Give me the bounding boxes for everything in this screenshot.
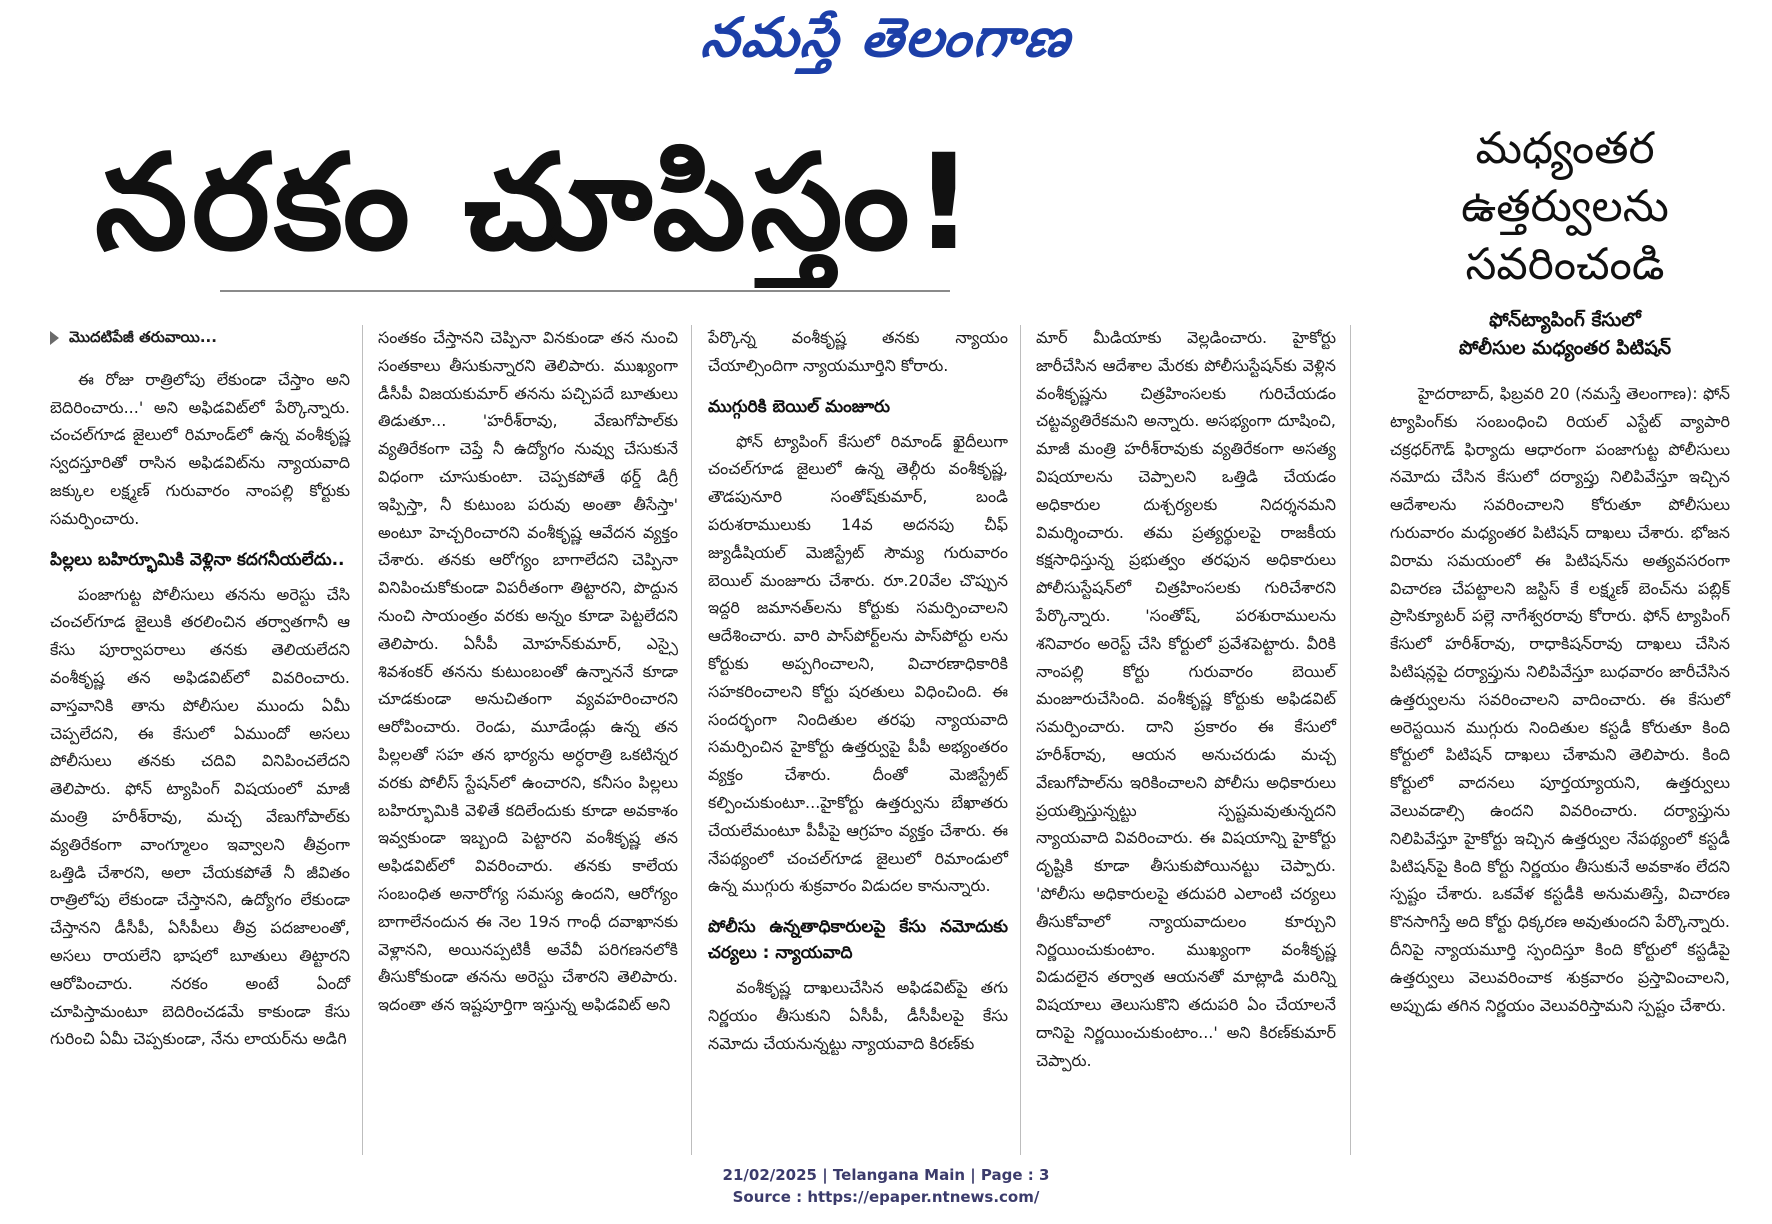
column-divider [691, 325, 692, 1155]
paragraph: హైదరాబాద్, ఫిబ్రవరి 20 (నమస్తే తెలంగాణ): ఫోన్ ట్యాపింగ్‌కు సంబంధించి రియల్ ఎస్టేట్ వ్యాపారి చక్రధర్‌గౌడ్ ఫిర్యాదు ఆధారంగా పంజాగుట్ట పోలీసులు నమోదు చేసిన కేసులో దర్యాప్తు నిలిపివేస్తూ ఇచ్చిన ఆదేశాలను సవరించాలని కోరుతూ పోలీసులు గురువారం మధ్యంతర పిటిషన్ దాఖలు చేశారు. భోజన విరామ సమయంలో ఈ పిటిషన్‌ను అత్యవసరంగా విచారణ చేపట్టాలని జస్టిస్ కే లక్ష్మణ్ బెంచ్‌ను పబ్లిక్ ప్రాసిక్యూటర్ పల్లె నాగేశ్వరరావు కోరారు. ఫోన్ ట్యాపింగ్ కేసులో హరీశ్‌రావు, రాధాకిషన్‌రావు దాఖలు చేసిన పిటిషన్లపై దర్యాప్తును నిలిపివేస్తూ బుధవారం జారీచేసిన ఉత్తర్వులను సవరించాలని వాదించారు. ఈ కేసులో అరెస్టయిన ముగ్గురు నిందితుల కస్టడీ కోరుతూ కింది కోర్టులో పిటిషన్ దాఖలు చేశామని తెలిపారు. కింది కోర్టులో వాదనలు పూర్తయ్యాయని, ఉత్తర్వులు వెలువడాల్సి ఉందని వివరించారు. దర్యాప్తును నిలిపివేస్తూ హైకోర్టు ఇచ్చిన ఉత్తర్వుల నేపథ్యంలో కస్టడీ పిటిషన్‌పై కింది కోర్టు నిర్ణయం తీసుకునే అవకాశం లేదని స్పష్టం చేశారు. ఒకవేళ కస్టడీకి అనుమతిస్తే, విచారణ కొనసాగిస్తే అది కోర్టు ధిక్కరణ అవుతుందని పేర్కొన్నారు. దీనిపై న్యాయమూర్తి స్పందిస్తూ కింది కోర్టులో కస్టడీపై ఉత్తర్వులు వెలువరించాక శుక్రవారం ప్రస్తావించాలని, అప్పుడు తగిన నిర్ణయం వెలువరిస్తామని స్పష్టం చేశారు. [1390, 384, 1730, 1015]
paragraph: సంతకం చేస్తానని చెప్పినా వినకుండా తన నుంచి సంతకాలు తీసుకున్నారని తెలిపారు. ముఖ్యంగా డీసీపీ విజయకుమార్ తనను పచ్చిపదే బూతులు తిడుతూ... 'హరీశ్‌రావు, వేణుగోపాల్‌కు వ్యతిరేకంగా చెప్తే నీ ఉద్యోగం నువ్వు చేసుకునే విధంగా చూసుకుంటా. చెప్పకపోతే థర్డ్ డిగ్రీ ఇప్పిస్తా, నీ కుటుంబ పరువు అంతా తీసేస్తా' అంటూ హెచ్చరించారని వంశీకృష్ణ ఆవేదన వ్యక్తం చేశారు. తనకు ఆరోగ్యం బాగాలేదని చెప్పినా వినిపించుకోకుండా విపరీతంగా తిట్టారని, పొద్దున నుంచి సాయంత్రం వరకు అన్నం కూడా పెట్టలేదని తెలిపారు. ఏసీపీ మోహన్‌కుమార్, ఎస్సై శివశంకర్ తనను కుటుంబంతో ఉన్నాననే కూడా చూడకుండా అనుచితంగా వ్యవహరించారని ఆరోపించారు. రెండు, మూడేండ్లు ఉన్న తన పిల్లలతో సహ తన భార్యను అర్ధరాత్రి ఒకటిన్నర వరకు పోలీస్ స్టేషన్‌లో ఉంచారని, కనీసం పిల్లలు బహిర్భూమికి వెళితే కదిలేందుకు కూడా అవకాశం ఇవ్వకుండా ఇబ్బంది పెట్టారని వంశీకృష్ణ తన అఫిడవిట్‌లో వివరించారు. తనకు కాలేయ సంబంధిత అనారోగ్య సమస్య ఉందని, ఆరోగ్యం బాగాలేనందున ఈ నెల 19న గాంధీ దవాఖానకు వెళ్లానని, అయినప్పటికీ అవేవీ పరిగణనలోకి తీసుకోకుండా తనను అరెస్టు చేశారని తెలిపారు. ఇదంతా తన ఇష్టపూర్తిగా ఇస్తున్న అఫిడవిట్ అని [378, 328, 678, 1015]
article-column-3 [708, 324, 1008, 1058]
newspaper-logo: నమస్తే తెలంగాణ [698, 6, 1075, 69]
column-divider [362, 325, 363, 1155]
paragraph: వంశీకృష్ణ దాఖలుచేసిన అఫిడవిట్‌పై తగు నిర్ణయం తీసుకుని ఏసీపీ, డీసీపీలపై కేసు నమోదు చేయనున్నట్టు న్యాయవాది కిరణ్‌కు [708, 978, 1008, 1053]
paragraph: ఈ రోజు రాత్రిలోపు లేకుండా చేస్తాం అని బెదిరించారు...' అని అఫిడవిట్‌లో పేర్కొన్నారు. చంచల్‌గూడ జైలులో రిమాండ్‌లో ఉన్న వంశీకృష్ణ స్వదస్తూరితో రాసిన అఫిడవిట్‌ను న్యాయవాది జక్కుల లక్ష్మణ్ గురువారం నాంపల్లి కోర్టుకు సమర్పించారు. [50, 369, 350, 528]
page-info: 21/02/2025 | Telangana Main | Page : 3 [722, 1166, 1050, 1184]
side-headline-line: సవరించండి [1465, 239, 1665, 290]
source-url: Source : https://epaper.ntnews.com/ [732, 1188, 1040, 1206]
arrow-right-icon [50, 331, 59, 345]
side-story-headline [1400, 120, 1730, 294]
paragraph: మార్ మీడియాకు వెల్లడించారు. హైకోర్టు జారీచేసిన ఆదేశాల మేరకు పోలీసుస్టేషన్‌కు వెళ్లిన వంశీకృష్ణను చిత్రహింసలకు గురిచేయడం చట్టవ్యతిరేకమని అన్నారు. అసభ్యంగా దూషించి, మాజీ మంత్రి హరీశ్‌రావుకు వ్యతిరేకంగా అసత్య విషయాలను చెప్పాలని ఒత్తిడి చేయడం అధికారుల దుశ్చర్యలకు నిదర్శనమని విమర్శించారు. తమ ప్రత్యర్థులపై రాజకీయ కక్షసాధిస్తున్న ప్రభుత్వం తరఫున అధికారులు పోలీసుస్టేషన్‌లో చిత్రహింసలకు గురిచేశారని పేర్కొన్నారు. 'సంతోష్, పరశురాములను శనివారం అరెస్ట్ చేసి కోర్టులో ప్రవేశపెట్టారు. వీరికి నాంపల్లి కోర్టు గురువారం బెయిల్ మంజూరుచేసింది. వంశీకృష్ణ కోర్టుకు అఫిడవిట్ సమర్పించారు. దాని ప్రకారం ఈ కేసులో హరీశ్‌రావు, ఆయన అనుచరుడు మచ్చ వేణుగోపాల్‌ను ఇరికించాలని పోలీసు అధికారులు ప్రయత్నిస్తున్నట్టు స్పష్టమవుతున్నదని న్యాయవాది వివరించారు. ఈ విషయాన్ని హైకోర్టు దృష్టికి కూడా తీసుకుపోయినట్టు చెప్పారు. 'పోలీసు అధికారులపై తదుపరి ఎలాంటి చర్యలు తీసుకోవాలో న్యాయవాదులం కూర్చుని నిర్ణయించుకుంటాం. ముఖ్యంగా వంశీకృష్ణ విడుదలైన తర్వాత ఆయనతో మాట్లాడి మరిన్ని విషయాలు తెలుసుకొని తదుపరి ఏం చేయాలనే దానిపై నిర్ణయించుకుంటాం...' అని కిరణ్‌కుమార్ చెప్పారు. [1036, 328, 1336, 1070]
headline-divider [220, 290, 950, 292]
side-story-subheadline [1390, 306, 1740, 362]
main-headline: నరకం చూపిస్తం! [95, 126, 978, 280]
side-headline-line: ఉత్తర్వులను [1461, 181, 1669, 232]
side-subheadline-line: పోలీసుల మధ్యంతర పిటిషన్ [1458, 337, 1672, 359]
subheading: పోలీసు ఉన్నతాధికారులపై కేసు నమోదుకు చర్యలు : న్యాయవాది [708, 917, 1008, 964]
side-subheadline-line: ఫోన్‌ట్యాపింగ్ కేసులో [1489, 309, 1641, 331]
column-divider [1350, 325, 1351, 1155]
article-column-2 [378, 324, 678, 1019]
paragraph: పేర్కొన్న వంశీకృష్ణ తనకు న్యాయం చేయాల్సిందిగా న్యాయమూర్తిని కోరారు. [708, 328, 1008, 375]
paragraph: ఫోన్ ట్యాపింగ్ కేసులో రిమాండ్ ఖైదీలుగా చంచల్‌గూడ జైలులో ఉన్న తెల్గీరు వంశీకృష్ణ, తౌడపునూరి సంతోష్‌కుమార్, బండి పరుశరాములుకు 14వ అదనపు చీఫ్ జ్యుడీషియల్ మెజిస్ట్రేట్ సౌమ్య గురువారం బెయిల్ మంజూరు చేశారు. రూ.20వేల చొప్పున ఇద్దరి జమానత్‌లను కోర్టుకు సమర్పించాలని ఆదేశించారు. వారి పాస్‌పోర్ట్‌లను పాస్‌పోర్టు లను కోర్టుకు అప్పగించాలని, విచారణాధికారికి సహకరించాలని కోర్టు షరతులు విధించింది. ఈ సందర్భంగా నిందితుల తరఫు న్యాయవాది సమర్పించిన హైకోర్టు ఉత్తర్వుపై పీపీ అభ్యంతరం వ్యక్తం చేశారు. దీంతో మెజిస్ట్రేట్ కల్పించుకుంటూ...హైకోర్టు ఉత్తర్వును బేఖాతరు చేయలేమంటూ పీపీపై ఆగ్రహం వ్యక్తం చేశారు. ఈ నేపథ్యంలో చంచల్‌గూడ జైలులో రిమాండులో ఉన్న ముగ్గురు శుక్రవారం విడుదల కానున్నారు. [708, 431, 1008, 896]
article-column-1 [50, 324, 350, 1053]
side-story-body [1390, 380, 1730, 1019]
masthead [0, 6, 1772, 80]
continuation-label: మొదటిపేజీ తరువాయి... [69, 328, 217, 346]
side-headline-line: మధ్యంతర [1475, 123, 1655, 174]
paragraph: పంజాగుట్ట పోలీసులు తనను అరెస్టు చేసి చంచల్‌గూడ జైలుకి తరలించిన తర్వాతగానీ ఆ కేసు పూర్వాపరాలు తనకు తెలియలేదని వంశీకృష్ణ తన అఫిడవిట్‌లో వివరించారు. వాస్తవానికి తాను పోలీసుల ముందు ఏమీ చెప్పలేదని, ఈ కేసులో ఏముందో అసలు పోలీసులు తనకు చదివి వినిపించలేదని తెలిపారు. ఫోన్ ట్యాపింగ్ విషయంలో మాజీ మంత్రి హరీశ్‌రావు, మచ్చ వేణుగోపాల్‌కు వ్యతిరేకంగా వాంగ్మూలం ఇవ్వాలని తీవ్రంగా ఒత్తిడి చేశారని, అలా చేయకపోతే నీ జీవితం రాత్రిలోపు లేకుండా చేస్తానని, ఉద్యోగం లేకుండా చేస్తానని డీసీపీ, ఏసీపీలు తీవ్ర పదజాలంతో, అసలు రాయలేని భాషలో బూతులు తిట్టారని ఆరోపించారు. నరకం అంటే ఏందో చూపిస్తామంటూ బెదిరించడమే కాకుండా కేసు గురించి ఏమీ చెప్పకుండా, నేను లాయర్‌ను అడిగి [50, 584, 350, 1049]
column-divider [1020, 325, 1021, 1155]
article-column-4 [1036, 324, 1336, 1075]
subheading: పిల్లలు బహిర్భూమికి వెళ్లినా కదగనీయలేదు.. [50, 549, 345, 570]
subheading: ముగ్గురికి బెయిల్ మంజూరు [708, 396, 891, 417]
continuation-marker [50, 324, 350, 352]
